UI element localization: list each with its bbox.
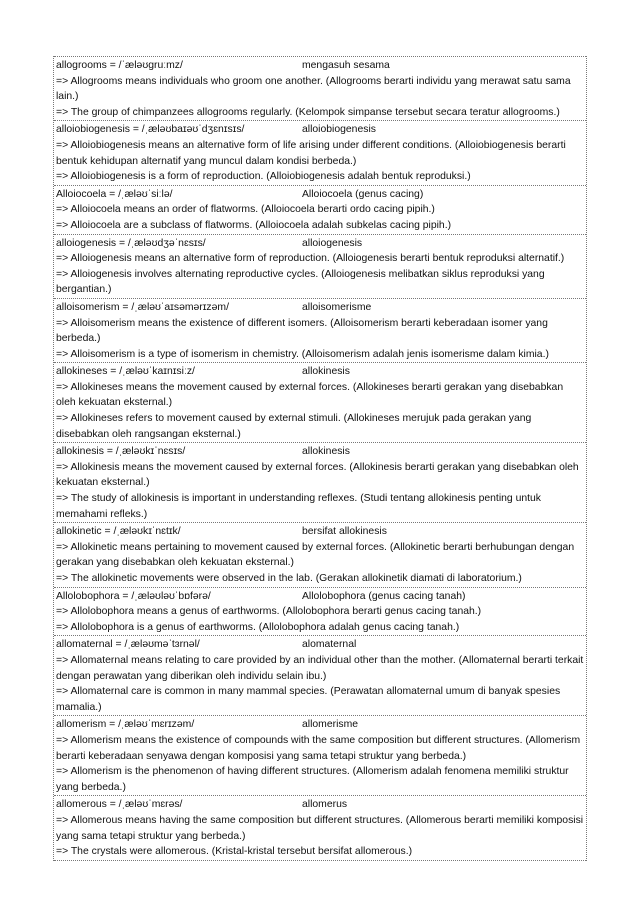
entry-headline bbox=[56, 797, 584, 813]
entry-translation: allokinesis bbox=[302, 446, 350, 458]
entry-term-pronunciation: allogrooms = /ˈæləʊɡruːmz/ bbox=[56, 60, 183, 71]
entry-example-line: => Allomerism means the existence of compounds with the same composition but different structures. (Allomerism berarti keberadaan senyawa dengan komposisi yang sama tetapi struktur yang berbeda.) bbox=[56, 734, 581, 762]
entry-example-line: => Alloiogenesis means an alternative form of reproduction. (Alloiogenesis berarti bentuk reproduksi alternatif.) bbox=[56, 253, 565, 265]
entry-example-line: => Alloiocoela are a subclass of flatworms. (Alloiocoela adalah subkelas cacing pipih.) bbox=[56, 219, 452, 231]
dictionary-entry bbox=[54, 715, 586, 795]
entry-translation: alloiogenesis bbox=[302, 237, 363, 249]
entry-example-line: => Allolobophora is a genus of earthworms. (Allolobophora adalah genus cacing tanah.) bbox=[56, 621, 460, 633]
entry-headline bbox=[56, 637, 584, 653]
dictionary-entry bbox=[54, 522, 586, 586]
entry-translation: Alloiocoela (genus cacing) bbox=[302, 188, 424, 200]
entry-headline bbox=[56, 589, 584, 605]
entry-term-pronunciation: allokinesis = /ˌæləʊkɪˈnɛsɪs/ bbox=[56, 446, 186, 458]
entry-example-line: => The crystals were allomerous. (Kristal-kristal tersebut bersifat allomerous.) bbox=[56, 846, 413, 858]
entry-example-line: => The allokinetic movements were observed in the lab. (Gerakan allokinetik diamati di laboratorium.) bbox=[56, 573, 522, 584]
dictionary-entry bbox=[54, 56, 586, 120]
entry-example-line: => Allokineses refers to movement caused by external stimuli. (Allokineses merujuk pada gerakan yang disebabkan oleh rangsangan eksternal.) bbox=[56, 413, 532, 440]
entry-translation: bersifat allokinesis bbox=[302, 526, 387, 538]
dictionary-entry bbox=[54, 795, 586, 860]
entry-example-line: => The study of allokinesis is important in understanding reflexes. (Studi tentang allokinesis penting untuk memahami refleks.) bbox=[56, 493, 541, 520]
entry-headline bbox=[56, 187, 584, 203]
dictionary-entry bbox=[54, 587, 586, 636]
entry-translation: allomerus bbox=[302, 799, 348, 811]
entry-translation: allokinesis bbox=[302, 366, 350, 378]
entry-term-pronunciation: allomaternal = /ˌæləʊməˈtɜrnəl/ bbox=[56, 639, 200, 651]
entry-term-pronunciation: alloisomerism = /ˌæləʊˈaɪsəmərɪzəm/ bbox=[56, 301, 229, 313]
dictionary-entry bbox=[54, 442, 586, 522]
dictionary-entry bbox=[54, 298, 586, 362]
entry-translation: mengasuh sesama bbox=[302, 60, 390, 71]
entry-example-line: => Alloiogenesis involves alternating reproductive cycles. (Alloiogenesis melibatkan siklus reproduksi yang bergantian.) bbox=[56, 268, 545, 296]
entry-example-line: => Allokinesis means the movement caused by external forces. (Allokinesis berarti gerakan yang disebabkan oleh kekuatan eksternal.) bbox=[56, 461, 579, 489]
entry-headline bbox=[56, 236, 584, 252]
dictionary-document bbox=[53, 56, 587, 861]
entry-headline bbox=[56, 524, 584, 540]
entry-example-line: => Allogrooms means individuals who groom one another. (Allogrooms berarti individu yang merawat satu sama lain.) bbox=[56, 75, 571, 103]
entry-example-line: => Allokinetic means pertaining to movement caused by external forces. (Allokinetic berarti berhubungan dengan gerakan yang disebabkan oleh kekuatan eksternal.) bbox=[56, 541, 575, 569]
entry-translation: alloiobiogenesis bbox=[302, 124, 376, 136]
entry-translation: alloisomerisme bbox=[302, 301, 372, 313]
entry-translation: allomerisme bbox=[302, 719, 359, 731]
entry-term-pronunciation: Allolobophora = /ˌæləʊləʊˈbɒfərə/ bbox=[56, 590, 211, 602]
entry-example-line: => Alloiocoela means an order of flatworms. (Alloiocoela berarti ordo cacing pipih.) bbox=[56, 204, 435, 216]
entry-term-pronunciation: allomerism = /ˌæləʊˈmɛrɪzəm/ bbox=[56, 719, 195, 731]
entry-term-pronunciation: allokinetic = /ˌæləʊkɪˈnɛtɪk/ bbox=[56, 526, 181, 538]
entry-term-pronunciation: allokineses = /ˌæləʊˈkaɪnɪsiːz/ bbox=[56, 366, 195, 378]
entry-headline bbox=[56, 58, 584, 74]
entry-example-line: => The group of chimpanzees allogrooms regularly. (Kelompok simpanse tersebut secara teratur allogrooms.) bbox=[56, 106, 560, 118]
entry-term-pronunciation: Alloiocoela = /ˌæləʊˈsiːlə/ bbox=[56, 188, 173, 200]
entry-headline bbox=[56, 300, 584, 316]
entry-headline bbox=[56, 444, 584, 460]
entry-example-line: => Allomerous means having the same composition but different structures. (Allomerous berarti memiliki komposisi yang sama tetapi struktur yang berbeda.) bbox=[56, 814, 584, 842]
entry-example-line: => Allokineses means the movement caused by external forces. (Allokineses berarti gerakan yang disebabkan oleh kekuatan eksternal.) bbox=[56, 381, 564, 409]
entry-example-line: => Allomaternal care is common in many mammal species. (Perawatan allomaternal umum di banyak spesies mamalia.) bbox=[56, 686, 561, 713]
entry-headline bbox=[56, 717, 584, 733]
entry-headline bbox=[56, 364, 584, 380]
entry-example-line: => Alloisomerism means the existence of different isomers. (Alloisomerism berarti keberadaan isomer yang berbeda.) bbox=[56, 317, 548, 345]
dictionary-entry bbox=[54, 120, 586, 184]
entry-term-pronunciation: alloiogenesis = /ˌæləʊdʒəˈnɛsɪs/ bbox=[56, 237, 206, 249]
entry-translation: Allolobophora (genus cacing tanah) bbox=[302, 590, 466, 602]
dictionary-entry bbox=[54, 635, 586, 715]
entry-translation: alomaternal bbox=[302, 639, 357, 651]
dictionary-entry bbox=[54, 234, 586, 298]
entry-example-line: => Allolobophora means a genus of earthworms. (Allolobophora berarti genus cacing tanah.) bbox=[56, 606, 482, 618]
entry-term-pronunciation: alloiobiogenesis = /ˌæləʊbaɪəʊˈdʒɛnɪsɪs/ bbox=[56, 124, 245, 136]
entry-term-pronunciation: allomerous = /ˌæləʊˈmɛrəs/ bbox=[56, 799, 183, 811]
entry-example-line: => Allomerism is the phenomenon of having different structures. (Allomerism adalah fenomena memiliki struktur yang berbeda.) bbox=[56, 766, 569, 793]
entry-example-line: => Alloiobiogenesis means an alternative form of life arising under different conditions. (Alloiobiogenesis berarti bentuk kehidupan alternatif yang muncul dalam kondisi berbeda.) bbox=[56, 139, 566, 167]
entry-example-line: => Alloiobiogenesis is a form of reproduction. (Alloiobiogenesis adalah bentuk reproduksi.) bbox=[56, 171, 471, 183]
entry-example-line: => Alloisomerism is a type of isomerism in chemistry. (Alloisomerism adalah jenis isomerisme dalam kimia.) bbox=[56, 348, 549, 360]
entry-example-line: => Allomaternal means relating to care provided by an individual other than the mother. (Allomaternal berarti terkait dengan perawatan yang diberikan oleh individu selain ibu.) bbox=[56, 654, 584, 682]
dictionary-entry bbox=[54, 185, 586, 234]
dictionary-entry bbox=[54, 362, 586, 442]
entry-headline bbox=[56, 122, 584, 138]
